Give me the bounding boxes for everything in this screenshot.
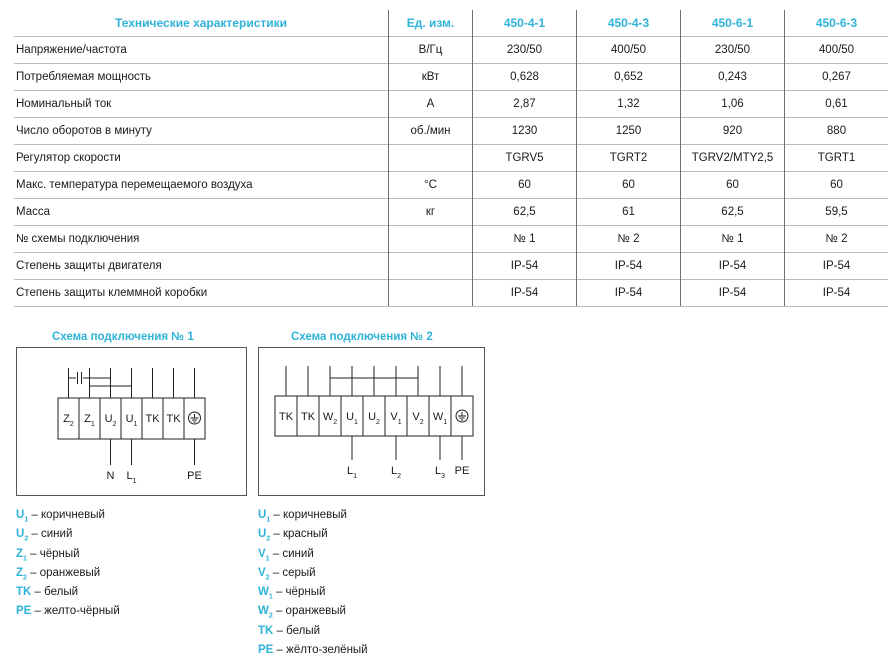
legend-item: [258, 527, 368, 546]
legend-code-main: Z: [16, 548, 23, 560]
legend-code-main: U: [258, 509, 266, 521]
output-label-main: PE: [187, 470, 202, 482]
row-value: № 1: [681, 226, 785, 253]
legend-code: [258, 625, 273, 637]
legend-code-main: PE: [258, 644, 273, 656]
terminal-label-main: U: [126, 413, 134, 425]
terminal-label-sub: 1: [354, 419, 358, 426]
row-value: IP-54: [785, 253, 888, 280]
terminal-label-main: TK: [145, 413, 160, 425]
legend-item: [258, 547, 368, 566]
row-value: 1230: [473, 118, 577, 145]
scheme2-title: Схема подключения № 2: [291, 331, 433, 343]
terminal-label-sub: 2: [420, 419, 424, 426]
legend-code: [16, 605, 31, 617]
legend-item: [16, 566, 120, 585]
terminal-label-main: W: [323, 411, 334, 423]
output-label-sub: 3: [441, 473, 445, 480]
legend-code: [16, 567, 27, 579]
terminal-label-main: Z: [84, 413, 91, 425]
header-unit: Ед. изм.: [389, 10, 473, 37]
terminal-label-main: TK: [301, 411, 316, 423]
legend-item: [258, 604, 368, 623]
terminal-label: [301, 411, 316, 423]
header-model-450-4-3: 450-4-3: [577, 10, 681, 37]
row-label: Номинальный ток: [14, 91, 389, 118]
legend-code-sub: 2: [266, 574, 270, 581]
output-label-sub: 1: [133, 478, 137, 485]
row-value: № 2: [577, 226, 681, 253]
row-value: IP-54: [473, 253, 577, 280]
legend-code: [258, 548, 270, 560]
row-value: № 1: [473, 226, 577, 253]
row-unit: кВт: [389, 64, 473, 91]
legend-text: – оранжевый: [276, 605, 346, 617]
legend-text: – оранжевый: [30, 567, 100, 579]
row-value: 62,5: [473, 199, 577, 226]
output-label-sub: 2: [397, 473, 401, 480]
row-unit: кг: [389, 199, 473, 226]
spec-table: [14, 10, 888, 307]
row-value: 1250: [577, 118, 681, 145]
legend-code-sub: 2: [23, 574, 27, 581]
row-value: 400/50: [577, 37, 681, 64]
row-unit: [389, 145, 473, 172]
terminal-label: [279, 411, 294, 423]
legend-code: [258, 644, 273, 656]
legend-code-main: W: [258, 605, 269, 617]
legend-item: [258, 624, 368, 643]
terminal-label-main: Z: [63, 413, 70, 425]
row-label: Напряжение/частота: [14, 37, 389, 64]
scheme2-diagram-box: [258, 347, 485, 496]
legend-code-main: U: [16, 528, 24, 540]
row-value: 230/50: [681, 37, 785, 64]
header-model-450-6-1: 450-6-1: [681, 10, 785, 37]
terminal-label-sub: 1: [443, 419, 447, 426]
legend-code: [258, 567, 270, 579]
row-value: 0,243: [681, 64, 785, 91]
terminal-label-sub: 2: [70, 421, 74, 428]
row-value: 0,652: [577, 64, 681, 91]
legend-item: [16, 604, 120, 623]
legend-text: – серый: [273, 567, 316, 579]
terminal-label-sub: 2: [113, 421, 117, 428]
row-value: 61: [577, 199, 681, 226]
output-label-main: PE: [455, 465, 470, 477]
legend-code-sub: 2: [24, 536, 28, 543]
output-label: [187, 470, 202, 482]
row-value: 59,5: [785, 199, 888, 226]
terminal-label-main: V: [412, 411, 420, 423]
row-value: IP-54: [577, 280, 681, 307]
table-row: [14, 253, 888, 280]
terminal-label-main: U: [368, 411, 376, 423]
output-label-main: L: [435, 465, 441, 477]
row-value: IP-54: [577, 253, 681, 280]
output-label: [455, 465, 470, 477]
output-label-main: N: [107, 470, 115, 482]
row-value: 62,5: [681, 199, 785, 226]
legend-item: [258, 566, 368, 585]
table-row: [14, 199, 888, 226]
row-unit: об./мин: [389, 118, 473, 145]
table-row: [14, 226, 888, 253]
legend-text: – белый: [277, 625, 320, 637]
table-row: [14, 280, 888, 307]
row-label: Потребляемая мощность: [14, 64, 389, 91]
legend-item: [16, 527, 120, 546]
legend-code: [258, 528, 270, 540]
row-value: 60: [473, 172, 577, 199]
output-label: [107, 470, 115, 482]
scheme2-diagram: [259, 348, 484, 495]
terminal-label-sub: 1: [91, 421, 95, 428]
legend-text: – белый: [35, 586, 78, 598]
scheme1-title: Схема подключения № 1: [52, 331, 194, 343]
row-value: 0,267: [785, 64, 888, 91]
legend-code-sub: 1: [266, 516, 270, 523]
terminal-label: [166, 413, 181, 425]
table-row: [14, 145, 888, 172]
row-label: Макс. температура перемещаемого воздуха: [14, 172, 389, 199]
legend-text: – красный: [273, 528, 327, 540]
terminal-label-main: TK: [279, 411, 294, 423]
output-label: [347, 465, 357, 480]
row-label: № схемы подключения: [14, 226, 389, 253]
legend-code-main: Z: [16, 567, 23, 579]
legend-code: [16, 586, 31, 598]
terminal-label-sub: 1: [398, 419, 402, 426]
legend-code-main: V: [258, 567, 266, 579]
row-label: Степень защиты клеммной коробки: [14, 280, 389, 307]
terminal-label-sub: 2: [376, 419, 380, 426]
output-label-sub: 1: [353, 473, 357, 480]
row-value: 60: [577, 172, 681, 199]
output-label: [126, 470, 136, 485]
terminal-label-main: W: [433, 411, 444, 423]
row-label: Степень защиты двигателя: [14, 253, 389, 280]
row-unit: [389, 253, 473, 280]
row-value: 400/50: [785, 37, 888, 64]
legend-text: – жёлто-зелёный: [277, 644, 368, 656]
row-value: TGRT1: [785, 145, 888, 172]
terminal-label-main: U: [346, 411, 354, 423]
output-label-main: L: [391, 465, 397, 477]
legend-text: – синий: [273, 548, 314, 560]
row-value: 1,06: [681, 91, 785, 118]
legend-code: [258, 605, 273, 617]
legend-code-main: TK: [16, 586, 31, 598]
terminal-label-main: V: [390, 411, 398, 423]
row-unit: [389, 280, 473, 307]
scheme2-legend: [258, 508, 368, 662]
scheme1-diagram: [17, 348, 246, 495]
output-label-main: L: [347, 465, 353, 477]
legend-code-main: V: [258, 548, 266, 560]
table-row: [14, 172, 888, 199]
legend-code-sub: 2: [266, 536, 270, 543]
output-label: [391, 465, 401, 480]
row-unit: В/Гц: [389, 37, 473, 64]
table-row: [14, 37, 888, 64]
legend-item: [258, 643, 368, 662]
row-value: 60: [681, 172, 785, 199]
row-value: TGRV5: [473, 145, 577, 172]
row-value: 880: [785, 118, 888, 145]
terminal-label-main: TK: [166, 413, 181, 425]
terminal-label-main: U: [105, 413, 113, 425]
legend-item: [16, 508, 120, 527]
row-value: 1,32: [577, 91, 681, 118]
row-label: Регулятор скорости: [14, 145, 389, 172]
header-characteristics: Технические характеристики: [14, 10, 389, 37]
legend-code: [16, 509, 28, 521]
legend-text: – синий: [31, 528, 72, 540]
legend-code-sub: 1: [266, 555, 270, 562]
row-value: 2,87: [473, 91, 577, 118]
row-value: IP-54: [785, 280, 888, 307]
output-label-main: L: [126, 470, 132, 482]
spec-table-header: [14, 10, 888, 37]
legend-item: [16, 585, 120, 604]
legend-item: [258, 585, 368, 604]
table-row: [14, 118, 888, 145]
legend-code-main: U: [258, 528, 266, 540]
row-value: TGRT2: [577, 145, 681, 172]
row-unit: А: [389, 91, 473, 118]
row-value: IP-54: [681, 253, 785, 280]
row-value: 0,61: [785, 91, 888, 118]
table-row: [14, 91, 888, 118]
legend-code-main: W: [258, 586, 269, 598]
row-unit: [389, 226, 473, 253]
scheme1-diagram-box: [16, 347, 247, 496]
row-label: Масса: [14, 199, 389, 226]
terminal-label: [145, 413, 160, 425]
legend-code-sub: 1: [23, 555, 27, 562]
row-value: № 2: [785, 226, 888, 253]
legend-code: [16, 548, 27, 560]
legend-text: – чёрный: [276, 586, 325, 598]
legend-text: – коричневый: [31, 509, 105, 521]
row-value: TGRV2/MTY2,5: [681, 145, 785, 172]
legend-text: – коричневый: [273, 509, 347, 521]
legend-item: [16, 547, 120, 566]
header-model-450-4-1: 450-4-1: [473, 10, 577, 37]
legend-code-sub: 2: [269, 613, 273, 620]
terminal-label-sub: 2: [333, 419, 337, 426]
header-model-450-6-3: 450-6-3: [785, 10, 888, 37]
legend-code: [258, 586, 273, 598]
row-value: 920: [681, 118, 785, 145]
output-label: [435, 465, 445, 480]
table-row: [14, 64, 888, 91]
terminal-label-sub: 1: [134, 421, 138, 428]
legend-item: [258, 508, 368, 527]
row-unit: °С: [389, 172, 473, 199]
row-value: IP-54: [473, 280, 577, 307]
row-value: 0,628: [473, 64, 577, 91]
scheme1-legend: [16, 508, 120, 624]
row-label: Число оборотов в минуту: [14, 118, 389, 145]
legend-code: [16, 528, 28, 540]
legend-code-sub: 1: [269, 593, 273, 600]
legend-code-main: TK: [258, 625, 273, 637]
row-value: 60: [785, 172, 888, 199]
row-value: IP-54: [681, 280, 785, 307]
legend-code-sub: 1: [24, 516, 28, 523]
legend-code-main: PE: [16, 605, 31, 617]
legend-code-main: U: [16, 509, 24, 521]
row-value: 230/50: [473, 37, 577, 64]
legend-text: – чёрный: [30, 548, 79, 560]
legend-text: – желто-чёрный: [35, 605, 120, 617]
legend-code: [258, 509, 270, 521]
